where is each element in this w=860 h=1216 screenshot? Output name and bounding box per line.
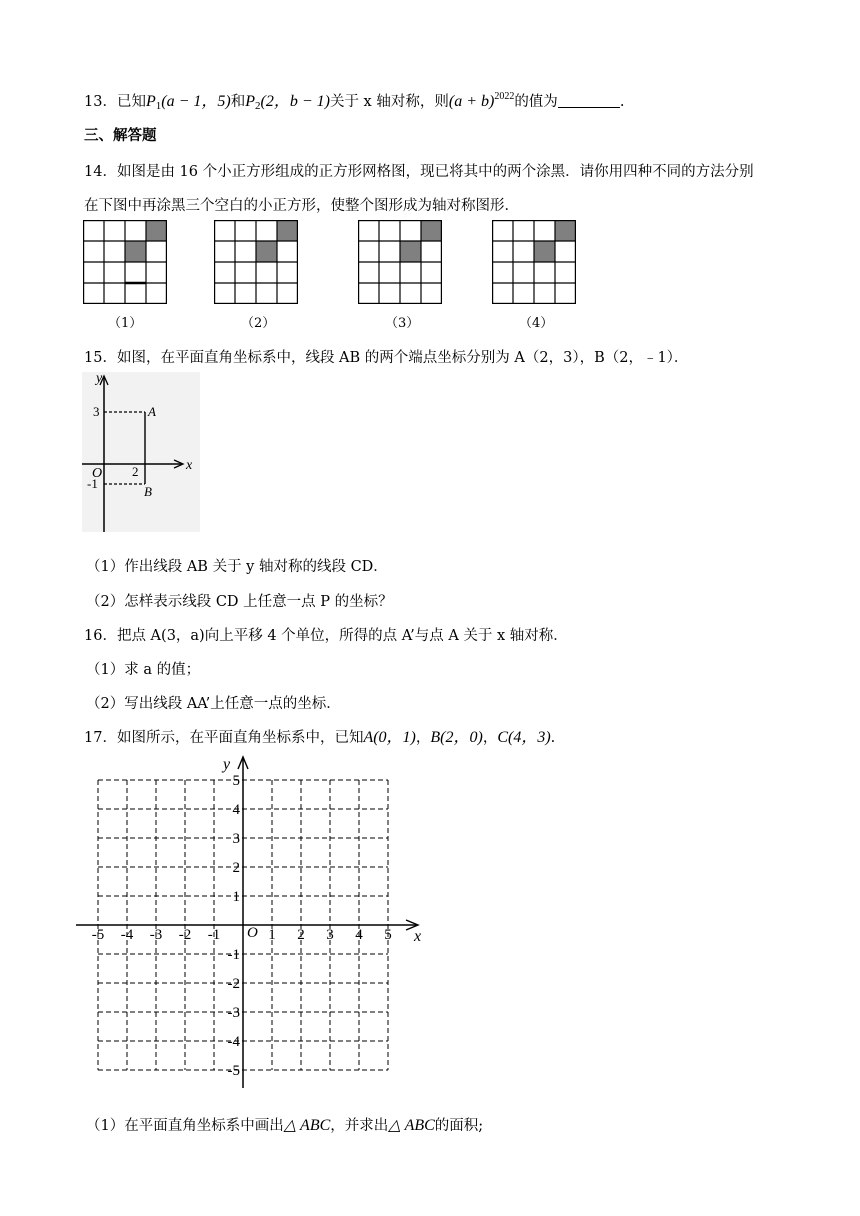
y-axis-label: y	[223, 756, 231, 773]
x-tick-label: 5	[384, 927, 392, 943]
x-tick-label: -2	[178, 927, 192, 943]
q15-label-b: B	[144, 484, 152, 499]
point-c: C(4，3)	[497, 729, 551, 746]
q17-sub1-text-a: （1）在平面直角坐标系中画出	[86, 1118, 284, 1134]
y-tick-label: 1	[232, 889, 240, 905]
q17-coordinate-grid[interactable]	[76, 755, 420, 1095]
question-16-sub-1: （1）求 a 的值；	[86, 662, 201, 678]
x-tick-label: -1	[207, 927, 221, 943]
point-b: B(2，0)	[430, 729, 483, 746]
q13-text-1: 已知	[116, 94, 146, 110]
period: .	[550, 730, 556, 746]
q17-text: 17．如图所示，在平面直角坐标系中，已知	[84, 730, 364, 746]
x-tick-label: 4	[355, 927, 363, 943]
y-tick-label: -3	[227, 1005, 240, 1021]
grid-figure-2[interactable]	[214, 220, 298, 304]
section-heading: 三、解答题	[84, 127, 157, 144]
q13-text-4: 的值为	[514, 94, 558, 110]
point-p2: $P_2(2$，b − 1)	[245, 93, 330, 112]
grid-figure-4[interactable]	[492, 220, 576, 304]
y-tick-label: 5	[232, 773, 240, 789]
origin-label: O	[247, 925, 258, 941]
y-tick-label: -1	[227, 947, 240, 963]
period: .	[619, 94, 625, 110]
grid-caption-3: （3）	[385, 316, 420, 331]
grid-caption-2: （2）	[241, 316, 276, 331]
question-15-line-1: 15．如图，在平面直角坐标系中，线段 AB 的两个端点坐标分别为 A（2，3），B（2，﹣1）．	[84, 350, 689, 366]
y-tick-label: 4	[232, 802, 240, 818]
point-a: A(0，1)	[363, 729, 416, 746]
question-17-sub-1	[86, 1114, 483, 1135]
x-tick-label: -3	[149, 927, 163, 943]
y-tick-label: -4	[227, 1034, 240, 1050]
grid-figure-3[interactable]	[358, 220, 442, 304]
separator: ，	[482, 730, 498, 746]
question-15-sub-1: （1）作出线段 AB 关于 y 轴对称的线段 CD．	[86, 559, 388, 575]
question-14-line-2: 在下图中再涂黑三个空白的小正方形，使整个图形成为轴对称图形．	[84, 198, 519, 214]
q15-tick-2: 2	[132, 464, 139, 479]
separator: ，	[415, 730, 431, 746]
q15-label-a: A	[148, 404, 156, 419]
q17-sub1-text-c: 的面积;	[434, 1118, 484, 1134]
triangle-abc: △ ABC	[388, 1117, 435, 1134]
y-tick-label: 2	[232, 860, 240, 876]
x-tick-label: 2	[297, 927, 305, 943]
q15-label-y: y	[96, 371, 103, 386]
question-15-sub-2: （2）怎样表示线段 CD 上任意一点 P 的坐标？	[86, 594, 393, 610]
grid-caption-4: （4）	[519, 316, 554, 331]
y-tick-label: -2	[227, 976, 240, 992]
triangle-abc: △ ABC	[283, 1117, 331, 1134]
q15-label-x: x	[186, 458, 193, 473]
x-tick-label: -4	[120, 927, 134, 943]
point-p1: $P_1(a - 1$，5)	[145, 93, 231, 112]
grid-caption-1: （1）	[108, 316, 143, 331]
q15-label-origin: O	[92, 466, 103, 481]
q15-coordinate-figure	[82, 372, 200, 532]
q15-tick-3: 3	[93, 404, 100, 419]
expression: $(a + b)^{2022}$	[448, 91, 515, 110]
x-tick-label: -5	[91, 927, 105, 943]
question-number: 13．	[84, 94, 117, 110]
q15-tick-minus1: -1	[87, 476, 98, 491]
q13-text-3: 关于 x 轴对称，则	[329, 94, 449, 110]
x-tick-label: 3	[326, 927, 334, 943]
q13-text-2: 和	[230, 94, 246, 110]
x-tick-label: 1	[268, 927, 276, 943]
question-14-line-1: 14．如图是由 16 个小正方形组成的正方形网格图，现已将其中的两个涂黑．请你用四种不同的方法分别	[84, 164, 754, 180]
answer-blank[interactable]	[558, 93, 620, 108]
y-tick-label: -5	[227, 1063, 240, 1079]
question-16-sub-2: （2）写出线段 AA’上任意一点的坐标．	[86, 696, 341, 712]
y-tick-label: 3	[232, 831, 240, 847]
question-17-line-1	[84, 724, 555, 747]
question-13	[84, 88, 624, 112]
x-axis-label: x	[414, 928, 422, 945]
q17-sub1-text-b: ，并求出	[330, 1118, 389, 1134]
question-16-line-1: 16．把点 A(3，a)向上平移 4 个单位，所得的点 A’与点 A 关于 x 轴对称．	[84, 628, 568, 644]
grid-figure-1[interactable]	[83, 220, 167, 304]
